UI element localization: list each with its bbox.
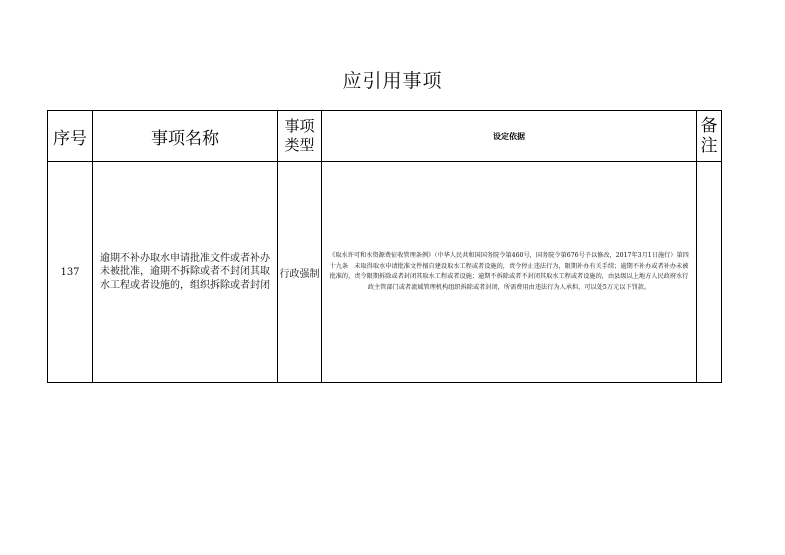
cell-type: 行政强制 xyxy=(278,162,322,383)
header-type: 事项类型 xyxy=(278,111,322,162)
cell-name: 逾期不补办取水申请批准文件或者补办未被批准，逾期不拆除或者不封闭其取水工程或者设施的，组织拆除或者封闭 xyxy=(93,162,278,383)
header-basis: 设定依据 xyxy=(322,111,697,162)
items-table xyxy=(47,110,722,383)
header-seq: 序号 xyxy=(48,111,93,162)
table-row xyxy=(48,162,722,383)
header-name: 事项名称 xyxy=(93,111,278,162)
page-title: 应引用事项 xyxy=(342,70,443,92)
table-header-row xyxy=(48,111,722,162)
cell-basis: 《取水许可和水资源费征收管理条例》（中华人民共和国国务院令第460号，国务院令第676号予以修改，2017年3月1日施行）第四十九条 未取得取水申请批准文件擅自建设取水工程或者设施的，责令停止违法行为，限期补办有关手续；逾期不补办或者补办未被批准的，责令限期拆除或者封闭其取水工程或者设施；逾期不拆除或者不封闭其取水工程或者设施的，由县级以上地方人民政府水行政主管部门或者流域管理机构组织拆除或者封闭，所需费用由违法行为人承担，可以处5万元以下罚款。 xyxy=(322,162,697,383)
cell-seq: 137 xyxy=(48,162,93,383)
cell-note xyxy=(697,162,722,383)
header-note: 备注 xyxy=(697,111,722,162)
